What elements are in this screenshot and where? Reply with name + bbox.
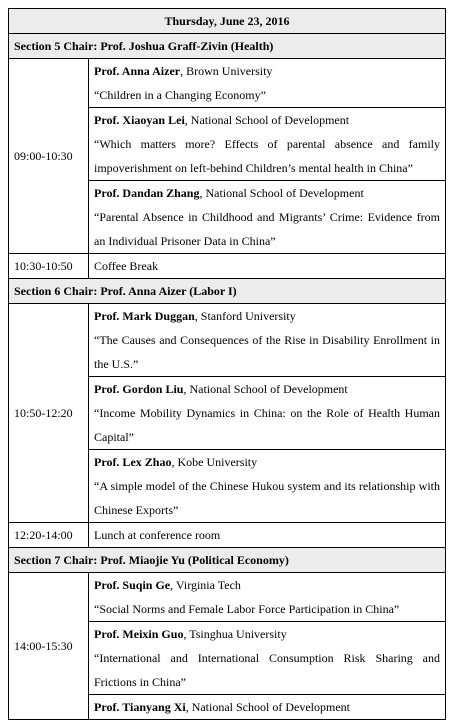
speaker-affiliation: , Tsinghua University [183, 627, 287, 641]
talk-cell [89, 377, 446, 450]
talk-cell [89, 304, 446, 377]
schedule-body [9, 9, 446, 720]
talk-cell [89, 108, 446, 181]
break-row [9, 523, 446, 548]
speaker-name: Prof. Mark Duggan [94, 309, 195, 323]
talk-cell [89, 450, 446, 523]
speaker-line [94, 181, 440, 205]
talk-title: “Children in a Changing Economy” [94, 88, 266, 102]
speaker-line [94, 695, 440, 719]
speaker-line [94, 108, 440, 132]
speaker-name: Prof. Dandan Zhang [94, 186, 200, 200]
speaker-affiliation: , National School of Development [185, 700, 350, 714]
talk-title: “Parental Absence in Childhood and Migrants’ Crime: Evidence from an Individual Prisoner Data in China” [94, 210, 440, 248]
speaker-line [94, 622, 440, 646]
date-header-row [9, 9, 446, 34]
speaker-line [94, 450, 440, 474]
speaker-name: Prof. Lex Zhao [94, 455, 172, 469]
speaker-line [94, 304, 440, 328]
speaker-name: Prof. Gordon Liu [94, 382, 184, 396]
speaker-name: Prof. Anna Aizer [94, 64, 181, 78]
speaker-name: Prof. Tianyang Xi [94, 700, 186, 714]
section-chair-label: Section 5 Chair: Prof. Joshua Graff-Zivin (Health) [9, 34, 446, 59]
talk-row [9, 573, 446, 622]
talk-title: “A simple model of the Chinese Hukou system and its relationship with Chinese Exports” [94, 479, 440, 517]
talk-title: “Social Norms and Female Labor Force Participation in China” [94, 602, 400, 616]
speaker-line [94, 59, 440, 83]
time-slot: 09:00-10:30 [9, 59, 89, 254]
conference-schedule-table [8, 8, 446, 720]
talk-title: “International and International Consumption Risk Sharing and Frictions in China” [94, 651, 440, 689]
break-row [9, 254, 446, 279]
speaker-line [94, 377, 440, 401]
section-chair-label: Section 6 Chair: Prof. Anna Aizer (Labor I) [9, 279, 446, 304]
speaker-name: Prof. Suqin Ge [94, 578, 171, 592]
section-header-row [9, 548, 446, 573]
speaker-name: Prof. Meixin Guo [94, 627, 184, 641]
speaker-line [94, 573, 440, 597]
time-slot: 10:30-10:50 [9, 254, 89, 279]
speaker-affiliation: , Brown University [180, 64, 273, 78]
talk-cell [89, 573, 446, 622]
speaker-affiliation: , National School of Development [184, 113, 350, 127]
date-header: Thursday, June 23, 2016 [9, 9, 446, 34]
talk-title: “Income Mobility Dynamics in China: on the Role of Health Human Capital” [94, 406, 440, 444]
talk-cell [89, 59, 446, 108]
talk-row [9, 59, 446, 108]
time-slot: 14:00-15:30 [9, 573, 89, 720]
section-header-row [9, 279, 446, 304]
time-slot: 10:50-12:20 [9, 304, 89, 523]
speaker-affiliation: , Kobe University [171, 455, 258, 469]
talk-cell [89, 695, 446, 720]
time-slot: 12:20-14:00 [9, 523, 89, 548]
talk-title: “The Causes and Consequences of the Rise in Disability Enrollment in the U.S.” [94, 333, 440, 371]
break-label: Lunch at conference room [89, 523, 446, 548]
talk-title: “Which matters more? Effects of parental absence and family impoverishment on left-behind Children’s mental health in China” [94, 137, 440, 175]
talk-row [9, 304, 446, 377]
talk-cell [89, 622, 446, 695]
speaker-affiliation: , National School of Development [199, 186, 364, 200]
speaker-name: Prof. Xiaoyan Lei [94, 113, 185, 127]
speaker-affiliation: , Virginia Tech [170, 578, 241, 592]
speaker-affiliation: , National School of Development [183, 382, 348, 396]
section-chair-label: Section 7 Chair: Prof. Miaojie Yu (Political Economy) [9, 548, 446, 573]
break-label: Coffee Break [89, 254, 446, 279]
speaker-affiliation: , Stanford University [194, 309, 296, 323]
section-header-row [9, 34, 446, 59]
talk-cell [89, 181, 446, 254]
